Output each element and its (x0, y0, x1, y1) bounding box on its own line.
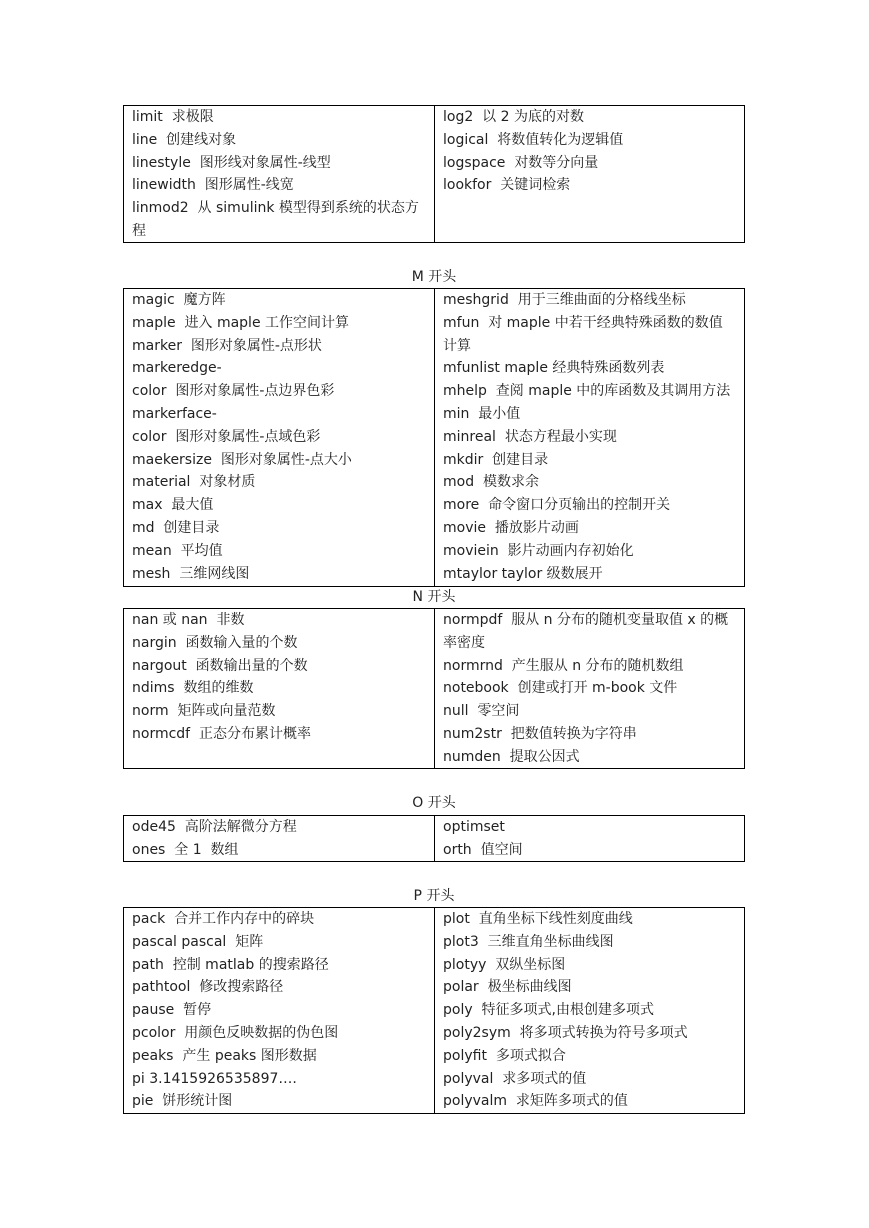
table-right-column (435, 816, 744, 861)
table-entry: moviein 影片动画内存初始化 (443, 542, 634, 559)
table-entry: orth 值空间 (443, 841, 523, 858)
table-entry: mtaylor taylor 级数展开 (443, 565, 603, 582)
section-heading-p: P 开头 (413, 888, 455, 904)
table-entry: min 最小值 (443, 405, 521, 422)
table-entry: normrnd 产生服从 n 分布的随机数组 (443, 657, 684, 674)
table-left-column (124, 289, 435, 586)
table-entry: line 创建线对象 (132, 131, 237, 148)
table-entry: null 零空间 (443, 703, 520, 720)
table-entry: logspace 对数等分向量 (443, 154, 599, 171)
table-left-column (124, 816, 435, 861)
table-entry: mkdir 创建目录 (443, 451, 549, 468)
table-right-column (435, 106, 744, 242)
table-entry: nan 或 nan 非数 (132, 612, 245, 628)
function-table-o (123, 815, 745, 862)
table-entry: marker 图形对象属性-点形状 (132, 337, 322, 354)
table-entry: markeredge- (132, 360, 222, 377)
table-entry: ones 全 1 数组 (132, 841, 239, 858)
table-right-column (435, 289, 744, 586)
table-entry: ndims 数组的维数 (132, 680, 254, 697)
table-entry: polyfit 多项式拟合 (443, 1047, 566, 1064)
function-table-p (123, 907, 745, 1114)
table-entry: path 控制 matlab 的搜索路径 (132, 956, 329, 973)
table-entry: minreal 状态方程最小实现 (443, 428, 617, 445)
table-entry: maekersize 图形对象属性-点大小 (132, 451, 352, 468)
table-entry: plotyy 双纵坐标图 (443, 956, 566, 973)
table-entry: color 图形对象属性-点边界色彩 (132, 383, 335, 400)
table-entry: more 命令窗口分页输出的控制开关 (443, 497, 671, 514)
section-heading-o: O 开头 (412, 795, 456, 811)
table-entry: 程 (132, 222, 146, 239)
table-entry: movie 播放影片动画 (443, 519, 579, 536)
table-entry: plot 直角坐标下线性刻度曲线 (443, 911, 633, 927)
table-entry: num2str 把数值转换为字符串 (443, 725, 637, 742)
table-entry: polar 极坐标曲线图 (443, 979, 572, 996)
table-right-column (435, 908, 744, 1113)
table-entry: nargin 函数输入量的个数 (132, 634, 298, 651)
table-entry: polyval 求多项式的值 (443, 1070, 587, 1087)
table-entry: pathtool 修改搜索路径 (132, 979, 284, 996)
table-entry: pi 3.1415926535897…. (132, 1070, 297, 1087)
table-left-column (124, 106, 435, 242)
table-entry: limit 求极限 (132, 109, 214, 125)
table-entry: poly 特征多项式,由根创建多项式 (443, 1002, 654, 1019)
table-entry: peaks 产生 peaks 图形数据 (132, 1047, 317, 1064)
table-entry: mhelp 查阅 maple 中的库函数及其调用方法 (443, 383, 731, 400)
table-entry: polyvalm 求矩阵多项式的值 (443, 1093, 628, 1110)
table-entry: pack 合并工作内存中的碎块 (132, 911, 315, 927)
table-entry: magic 魔方阵 (132, 292, 226, 308)
table-entry: log2 以 2 为底的对数 (443, 109, 584, 125)
table-entry: logical 将数值转化为逻辑值 (443, 131, 624, 148)
table-entry: normcdf 正态分布累计概率 (132, 725, 311, 742)
table-entry: numden 提取公因式 (443, 748, 580, 765)
table-entry: mfun 对 maple 中若干经典特殊函数的数值 (443, 314, 723, 331)
table-entry: meshgrid 用于三维曲面的分格线坐标 (443, 292, 686, 308)
function-table-n (123, 608, 745, 769)
function-table-m (123, 288, 745, 587)
table-entry: mod 模数求余 (443, 474, 539, 491)
table-entry: mfunlist maple 经典特殊函数列表 (443, 360, 665, 377)
table-entry: optimset (443, 819, 505, 835)
table-entry: plot3 三维直角坐标曲线图 (443, 933, 614, 950)
table-right-column (435, 609, 744, 768)
table-entry: color 图形对象属性-点域色彩 (132, 428, 321, 445)
table-entry: material 对象材质 (132, 474, 256, 491)
table-entry: linmod2 从 simulink 模型得到系统的状态方 (132, 200, 419, 217)
table-entry: 计算 (443, 337, 471, 354)
table-entry: markerface- (132, 405, 217, 422)
table-entry: pcolor 用颜色反映数据的伪色图 (132, 1024, 339, 1041)
table-entry: ode45 高阶法解微分方程 (132, 819, 297, 835)
table-entry: linestyle 图形线对象属性-线型 (132, 154, 331, 171)
table-entry: linewidth 图形属性-线宽 (132, 177, 294, 194)
table-entry: 率密度 (443, 634, 485, 651)
table-entry: mesh 三维网线图 (132, 565, 250, 582)
table-entry: maple 进入 maple 工作空间计算 (132, 314, 350, 331)
table-entry: poly2sym 将多项式转换为符号多项式 (443, 1024, 688, 1041)
table-entry: md 创建目录 (132, 519, 220, 536)
section-heading-n: N 开头 (412, 589, 456, 605)
table-entry: mean 平均值 (132, 542, 223, 559)
table-entry: pause 暂停 (132, 1002, 212, 1019)
table-entry: nargout 函数输出量的个数 (132, 657, 308, 674)
table-entry: norm 矩阵或向量范数 (132, 703, 276, 720)
table-left-column (124, 908, 435, 1113)
table-left-column (124, 609, 435, 768)
function-table-l (123, 105, 745, 243)
table-entry: pascal pascal 矩阵 (132, 933, 264, 950)
table-entry: notebook 创建或打开 m-book 文件 (443, 680, 678, 697)
table-entry: lookfor 关键词检索 (443, 177, 571, 194)
table-entry: pie 饼形统计图 (132, 1093, 233, 1110)
section-heading-m: M 开头 (411, 269, 457, 285)
table-entry: max 最大值 (132, 497, 214, 514)
table-entry: normpdf 服从 n 分布的随机变量取值 x 的概 (443, 612, 729, 628)
